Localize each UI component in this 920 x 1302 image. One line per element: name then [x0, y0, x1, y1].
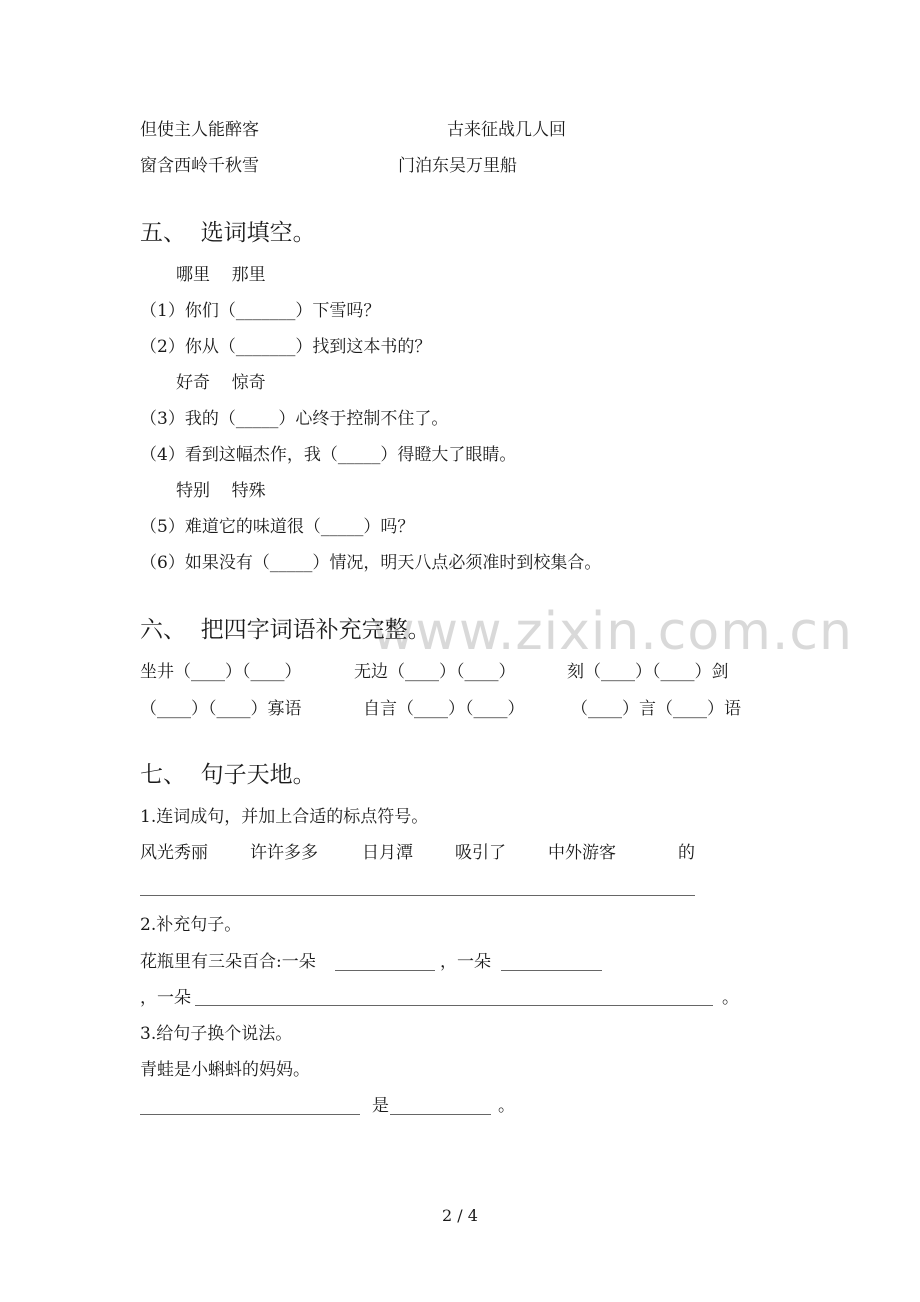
- word-choices-1: 哪里 那里: [176, 265, 266, 285]
- word-item: 风光秀丽: [140, 843, 208, 863]
- blank-5[interactable]: [390, 1114, 491, 1115]
- part-2-title: 2.补充句子。: [140, 915, 242, 935]
- blank-3[interactable]: [195, 1005, 713, 1006]
- word-item: 吸引了: [455, 843, 506, 863]
- poem-line-right-2: 门泊东吴万里船: [398, 156, 517, 176]
- part-3-mid: 是: [372, 1096, 389, 1116]
- question-1: （1）你们（_______）下雪吗？: [140, 301, 381, 321]
- blank-1[interactable]: [335, 970, 435, 971]
- section-7-title: 七、 句子天地。: [140, 762, 316, 788]
- section-5-title: 五、 选词填空。: [140, 220, 316, 246]
- part-3-title: 3.给句子换个说法。: [140, 1024, 293, 1044]
- fill-end-period: 。: [722, 988, 739, 1008]
- page-number: 2 / 4: [442, 1206, 478, 1225]
- idiom-1: 坐井（____）（____）: [140, 662, 302, 682]
- word-item: 日月潭: [362, 843, 413, 863]
- word-choices-2: 好奇 惊奇: [176, 373, 266, 393]
- poem-line-left-2: 窗含西岭千秋雪: [140, 156, 259, 176]
- section-6-title: 六、 把四字词语补充完整。: [140, 617, 431, 643]
- idiom-2: 无边（____）（____）: [354, 662, 516, 682]
- idiom-4: （____）（____）寡语: [140, 699, 302, 719]
- question-6: （6）如果没有（_____）情况，明天八点必须准时到校集合。: [140, 553, 602, 573]
- fill-text-1: 花瓶里有三朵百合:一朵: [140, 952, 316, 972]
- idiom-5: 自言（____）（____）: [363, 699, 525, 719]
- word-item: 中外游客: [548, 843, 616, 863]
- word-choices-3: 特别 特殊: [176, 481, 266, 501]
- part-3-end: 。: [498, 1096, 515, 1116]
- word-item: 的: [678, 843, 695, 863]
- watermark: www.zixin.com.cn: [372, 602, 853, 662]
- blank-4[interactable]: [140, 1114, 360, 1115]
- poem-line-right-1: 古来征战几人回: [447, 120, 566, 140]
- word-item: 许许多多: [250, 843, 318, 863]
- part-3-sentence: 青蛙是小蝌蚪的妈妈。: [140, 1060, 310, 1080]
- question-2: （2）你从（_______）找到这本书的？: [140, 337, 432, 357]
- idiom-3: 刻（____）（____）剑: [567, 662, 729, 682]
- idiom-6: （____）言（____）语: [571, 699, 741, 719]
- fill-text-2: ，一朵: [440, 952, 491, 972]
- part-1-title: 1.连词成句，并加上合适的标点符号。: [140, 807, 429, 827]
- question-3: （3）我的（_____）心终于控制不住了。: [140, 409, 449, 429]
- blank-2[interactable]: [501, 970, 602, 971]
- question-5: （5）难道它的味道很（_____）吗？: [140, 517, 415, 537]
- answer-line-1[interactable]: [140, 895, 695, 896]
- question-4: （4）看到这幅杰作，我（_____）得瞪大了眼睛。: [140, 445, 517, 465]
- poem-line-left-1: 但使主人能醉客: [140, 120, 259, 140]
- fill-text-3: ，一朵: [140, 988, 191, 1008]
